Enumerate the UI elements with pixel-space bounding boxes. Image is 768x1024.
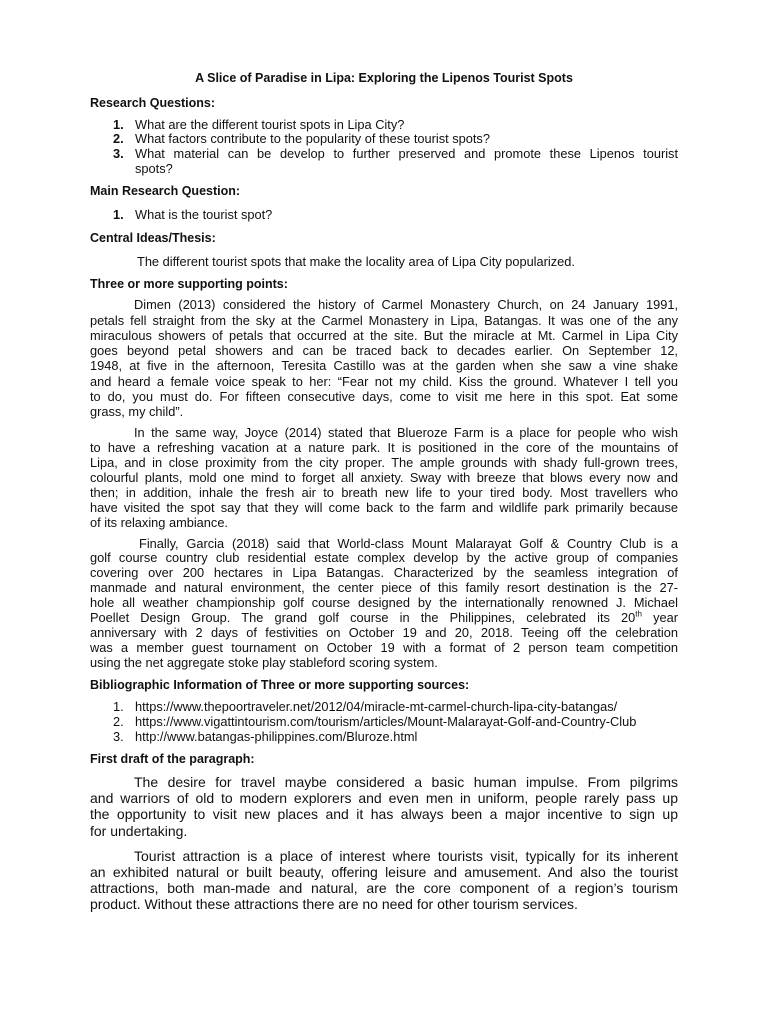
paragraph-line: then; in addition, inhale the fresh air to breath new life to your tired body. Most travellers who xyxy=(90,484,678,500)
paragraph-line: using the net aggregate stoke play stableford scoring system. xyxy=(90,654,438,670)
supporting-paragraph-3 xyxy=(90,537,678,671)
paragraph-line: for undertaking. xyxy=(90,822,188,839)
paragraph-line: anniversary with 2 days of festivities on October 19 and 20, 2018. Teeing off the celebration xyxy=(90,624,678,640)
line-text: Poellet Design Group. The grand golf course in the Philippines, celebrated its 20 xyxy=(90,610,636,626)
main-research-question-heading: Main Research Question: xyxy=(90,183,241,198)
paragraph-line: to do, you must do. For fifteen consecutive days, come to visit me here in this spot. Eat some xyxy=(90,388,678,404)
list-item xyxy=(90,118,678,133)
paragraph-line: Tourist attraction is a place of interest where tourists visit, typically for its inherent xyxy=(134,848,678,864)
paragraph-line: grass, my child”. xyxy=(90,404,184,420)
paragraph-line: was a member guest tournament on October 19 with a format of 2 person team competition xyxy=(90,639,678,655)
list-item-text: What factors contribute to the popularity of these tourist spots? xyxy=(135,131,490,147)
line-text: year xyxy=(641,610,678,626)
list-item-text: What are the different tourist spots in Lipa City? xyxy=(135,116,405,132)
list-number: 3. xyxy=(113,145,124,161)
first-draft-heading: First draft of the paragraph: xyxy=(90,751,255,766)
ordinal-superscript: th xyxy=(635,609,642,619)
list-number: 2. xyxy=(113,131,124,147)
paragraph-line: golf course country club residential estate complex develop by the active group of companies xyxy=(90,550,678,566)
list-item xyxy=(90,147,678,176)
paragraph-line: covering over 200 hectares in Lipa Batangas. Characterized by the seamless integration of xyxy=(90,565,678,581)
paragraph-line: Dimen (2013) considered the history of Carmel Monastery Church, on 24 January 1991, xyxy=(134,297,678,313)
draft-paragraph-2 xyxy=(90,848,678,912)
paragraph-line: and heard a female voice speak to her: “Fear not my child. Kiss the ground. Whatever I tell you xyxy=(90,373,678,389)
central-ideas-heading: Central Ideas/Thesis: xyxy=(90,230,216,245)
list-item-text: What is the tourist spot? xyxy=(135,206,273,222)
paragraph-line: to have a refreshing vacation at a nature park. It is positioned in the core of the mountains of xyxy=(90,439,678,455)
supporting-paragraph-1 xyxy=(90,297,678,419)
list-item xyxy=(90,207,678,222)
bibliography-heading: Bibliographic Information of Three or more supporting sources: xyxy=(90,677,470,692)
source-url: http://www.batangas-philippines.com/Bluroze.html xyxy=(135,729,418,745)
paragraph-line: the opportunity to visit new places and it has always been a major incentive to sign up xyxy=(90,806,678,823)
paragraph-line: petals fell straight from the sky at the Carmel Monastery in Lipa, Batangas. It was one of the any xyxy=(90,312,678,328)
paragraph-line: miraculous showers of petals that occurred at the site. But the miracle at Mt. Carmel in Lipa City xyxy=(90,327,678,343)
list-number: 1. xyxy=(113,206,124,222)
supporting-points-heading: Three or more supporting points: xyxy=(90,276,288,291)
paragraph-line: colourful plants, mold one mind to forget all anxiety. Sway with breeze that blows every now and xyxy=(90,469,678,485)
bibliography-list xyxy=(90,699,678,745)
source-url: https://www.thepoortraveler.net/2012/04/miracle-mt-carmel-church-lipa-city-batangas/ xyxy=(135,698,618,714)
list-number: 1. xyxy=(113,116,124,132)
list-item-text: spots? xyxy=(135,160,173,176)
paragraph-line: Lipa, and in close proximity from the city proper. The ample grounds with shady full-grown trees, xyxy=(90,454,678,470)
thesis-statement: The different tourist spots that make the locality area of Lipa City popularized. xyxy=(137,253,575,269)
paragraph-line: Finally, Garcia (2018) said that World-class Mount Malarayat Golf & Country Club is a xyxy=(139,535,678,551)
paragraph-line: have visited the spot say that they will come back to the farm and wildlife park primarily because xyxy=(90,499,678,515)
supporting-paragraph-2 xyxy=(90,425,678,530)
paragraph-line: The desire for travel maybe considered a basic human impulse. From pilgrims xyxy=(134,773,678,790)
list-item-text: What material can be develop to further preserved and promote these Lipenos tourist xyxy=(135,145,678,161)
list-item xyxy=(90,699,678,714)
paragraph-line: manmade and natural environment, the center piece of this family resort destination is the 27- xyxy=(90,580,678,596)
list-item xyxy=(90,132,678,147)
list-number: 3. xyxy=(113,729,124,745)
document-title: A Slice of Paradise in Lipa: Exploring the Lipenos Tourist Spots xyxy=(195,70,573,85)
list-number: 1. xyxy=(113,698,124,714)
paragraph-line: 1948, at five in the afternoon, Teresita Castillo was at the garden when she saw a vine shake xyxy=(90,358,678,374)
paragraph-line xyxy=(90,611,678,626)
paragraph-line: goes beyond petal showers and can be traced back to decades earlier. On September 12, xyxy=(90,343,678,359)
source-url: https://www.vigattintourism.com/tourism/articles/Mount-Malarayat-Golf-and-Country-Club xyxy=(135,713,637,729)
paragraph-line: an exhibited natural or built beauty, offering leisure and amusement. And also the tourist xyxy=(90,864,678,880)
research-questions-list xyxy=(90,118,678,177)
list-number: 2. xyxy=(113,713,124,729)
research-questions-heading: Research Questions: xyxy=(90,95,216,110)
paragraph-line: attractions, both man-made and natural, are the core component of a region’s tourism xyxy=(90,880,678,896)
main-research-question-list xyxy=(90,207,678,222)
paragraph-line: hole all weather championship golf course designed by the internationally renowned J. Michael xyxy=(90,595,678,611)
paragraph-line: of its relaxing ambiance. xyxy=(90,514,228,530)
paragraph-line: product. Without these attractions there are no need for other tourism services. xyxy=(90,896,578,912)
paragraph-line: In the same way, Joyce (2014) stated that Blueroze Farm is a place for people who wish xyxy=(134,424,678,440)
draft-paragraph-1 xyxy=(90,774,678,839)
list-item xyxy=(90,729,678,744)
list-item xyxy=(90,714,678,729)
paragraph-line: and warriors of old to modern explorers and even men in uniform, people rarely pass up xyxy=(90,790,678,807)
